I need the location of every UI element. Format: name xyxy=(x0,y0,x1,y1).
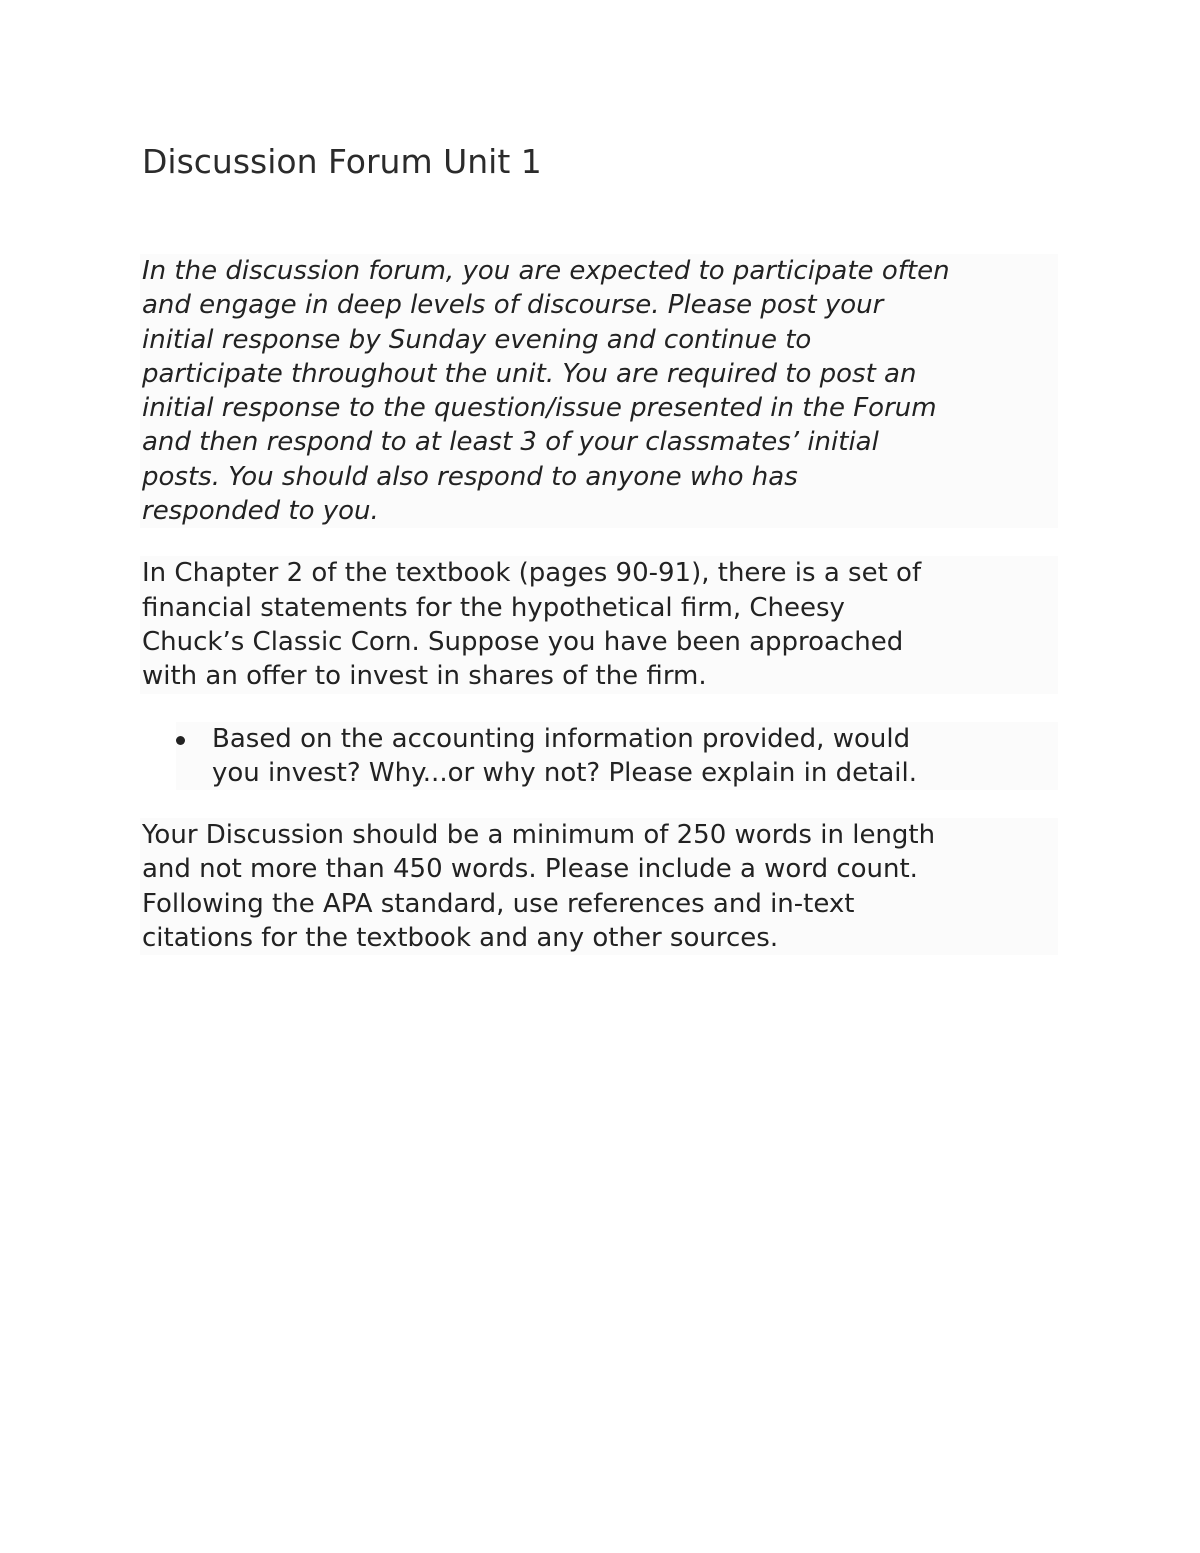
document-body xyxy=(140,254,1058,983)
intro-line: participate throughout the unit. You are required to post an xyxy=(142,358,917,389)
chapter-line: financial statements for the hypothetical firm, Cheesy xyxy=(142,592,845,623)
intro-paragraph xyxy=(140,254,1058,528)
intro-line: initial response to the question/issue presented in the Forum xyxy=(142,393,937,424)
document-title: Discussion Forum Unit 1 xyxy=(142,142,542,181)
requirements-line: Your Discussion should be a minimum of 250 words in length xyxy=(142,820,936,851)
intro-line: responded to you. xyxy=(142,496,379,527)
requirements-line: citations for the textbook and any other sources. xyxy=(142,923,779,954)
chapter-line: In Chapter 2 of the textbook (pages 90-91), there is a set of xyxy=(142,558,922,589)
intro-line: and then respond to at least 3 of your classmates’ initial xyxy=(142,427,879,458)
chapter-line: with an offer to invest in shares of the firm. xyxy=(142,661,707,692)
intro-line: and engage in deep levels of discourse. Please post your xyxy=(142,290,884,321)
question-line: you invest? Why...or why not? Please explain in detail. xyxy=(212,757,917,788)
bullet-icon xyxy=(176,736,185,745)
requirements-line: Following the APA standard, use references and in-text xyxy=(142,888,855,919)
question-list-item xyxy=(176,722,1058,791)
chapter-line: Chuck’s Classic Corn. Suppose you have been approached xyxy=(142,626,904,657)
chapter-paragraph xyxy=(140,556,1058,693)
requirements-line: and not more than 450 words. Please include a word count. xyxy=(142,854,918,885)
requirements-paragraph xyxy=(140,818,1058,955)
intro-line: posts. You should also respond to anyone who has xyxy=(142,461,798,492)
intro-line: initial response by Sunday evening and continue to xyxy=(142,324,812,355)
question-list xyxy=(140,722,1058,791)
question-line: Based on the accounting information provided, would xyxy=(212,723,911,754)
intro-line: In the discussion forum, you are expected to participate often xyxy=(142,256,950,286)
